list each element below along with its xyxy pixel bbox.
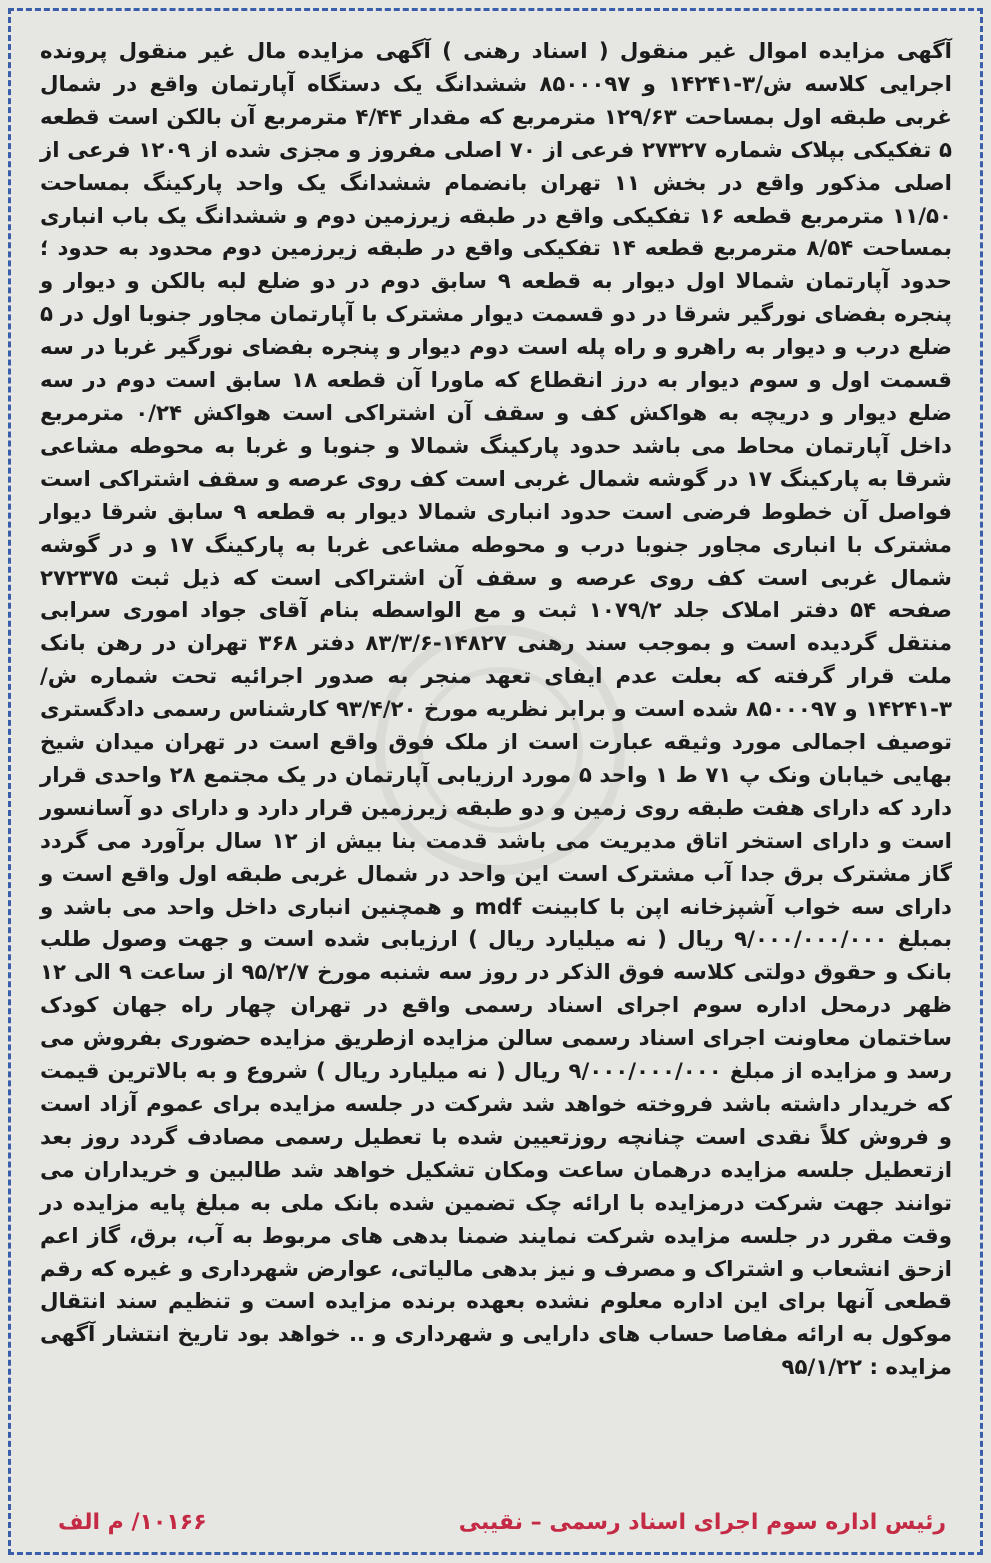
reference-number: ۱۰۱۶۶/ م الف — [58, 1510, 207, 1535]
signature-line: رئیس اداره سوم اجرای اسناد رسمی – نقیبی — [458, 1510, 946, 1535]
notice-footer — [40, 1510, 952, 1550]
auction-notice-text: آگهی مزایده اموال غیر منقول ( اسناد رهنی ) آگهی مزایده مال غیر منقول پرونده اجرایی کلاسه ش/۳-۱۴۲۴۱ و ۸۵۰۰۰۹۷ ششدانگ یک دستگاه آپارتمان واقع در شمال غربی طبقه اول بمساحت ۱۲۹/۶۳ مترمربع که مقدار ۴/۴۴ مترمربع آن بالکن است قطعه ۵ تفکیکی بپلاک شماره ۲۷۳۲۷ فرعی از ۷۰ اصلی مفروز و مجزی شده از ۱۲۰۹ فرعی از اصلی مذکور واقع در بخش ۱۱ تهران بانضمام ششدانگ یک واحد پارکینگ بمساحت ۱۱/۵۰ مترمربع قطعه ۱۶ تفکیکی واقع در طبقه زیرزمین دوم و ششدانگ یک باب انباری بمساحت ۸/۵۴ مترمربع قطعه ۱۴ تفکیکی واقع در طبقه زیرزمین دوم محدود به حدود ؛ حدود آپارتمان شمالا اول دیوار به قطعه ۹ سابق دوم در دو ضلع لبه بالکن و دیوار و پنجره بفضای نورگیر شرقا در دو قسمت دیوار مشترک با آپارتمان مجاور جنوبا اول در ۵ ضلع درب و دیوار به راهرو و راه پله است دوم دیوار و پنجره بفضای نورگیر غربا در سه قسمت اول و سوم دیوار به درز انقطاع که ماورا آن قطعه ۱۸ سابق است دوم در سه ضلع دیوار و دریچه به هواکش کف و سقف آن اشتراکی است هواکش ۰/۲۴ مترمربع داخل آپارتمان محاط می باشد حدود پارکینگ شمالا و جنوبا و غربا به محوطه مشاعی شرقا به پارکینگ ۱۷ در گوشه شمال غربی است کف روی عرصه و سقف اشتراکی است فواصل آن خطوط فرضی است حدود انباری شمالا دیوار به قطعه ۹ سابق شرقا دیوار مشترک با انباری مجاور جنوبا درب و محوطه مشاعی غربا به پارکینگ ۱۷ و در گوشه شمال غربی است کف روی عرصه و سقف آن اشتراکی است که ذیل ثبت ۲۷۲۳۷۵ صفحه ۵۴ دفتر املاک جلد ۱۰۷۹/۲ ثبت و مع الواسطه بنام آقای جواد اموری سرابی منتقل گردیده است و بموجب سند رهنی ۱۴۸۲۷-۸۳/۳/۶ دفتر ۳۶۸ تهران در رهن بانک ملت قرار گرفته که بعلت عدم ایفای تعهد منجر به صدور اجرائیه تحت شماره ش/۳-۱۴۲۴۱ و ۸۵۰۰۰۹۷ شده است و برابر نظریه مورخ ۹۳/۴/۲۰ کارشناس رسمی دادگستری توصیف اجمالی مورد وثیقه عبارت است از ملک فوق واقع است در تهران میدان شیخ بهایی خیابان ونک پ ۷۱ ط ۱ واحد ۵ مورد ارزیابی آپارتمان در یک مجتمع ۲۸ واحدی قرار دارد که دارای هفت طبقه روی زمین و دو طبقه زیرزمین قرار دارد و دارای دو آسانسور است و دارای استخر اتاق مدیریت می باشد قدمت بنا بیش از ۱۲ سال برآورد می گردد گاز مشترک برق جدا آب مشترک است این واحد در شمال غربی طبقه اول واقع است و دارای سه خواب آشپزخانه اپن با کابینت mdf و همچنین انباری داخل واحد می باشد و بمبلغ ۹/۰۰۰/۰۰۰/۰۰۰ ریال ( نه میلیارد ریال ) ارزیابی شده است و جهت وصول طلب بانک و حقوق دولتی کلاسه فوق الذکر در روز سه شنبه مورخ ۹۵/۲/۷ از ساعت ۹ الی ۱۲ ظهر درمحل اداره سوم اجرای اسناد رسمی واقع در تهران چهار راه جهان کودک ساختمان معاونت اجرای اسناد رسمی سالن مزایده ازطریق مزایده حضوری بفروش می رسد و مزایده از مبلغ ۹/۰۰۰/۰۰۰/۰۰۰ ریال ( نه میلیارد ریال ) شروع و به بالاترین قیمت که خریدار داشته باشد فروخته خواهد شد شرکت در جلسه مزایده برای عموم آزاد است و فروش کلاً نقدی است چنانچه روزتعیین شده با تعطیل رسمی مصادف گردد روز بعد ازتعطیل جلسه مزایده درهمان ساعت ومکان تشکیل خواهد شد طالبین و خریداران می توانند جهت شرکت درمزایده با ارائه چک تضمین شده بانک ملی به مبلغ پایه مزایده در وقت مقرر در جلسه مزایده شرکت نمایند ضمنا بدهی های مربوط به آب، برق، گاز اعم ازحق انشعاب و اشتراک و مصرف و نیز بدهی مالیاتی، عوارض شهرداری و غیره که رقم قطعی آنها برای این اداره معلوم نشده بعهده برنده مزایده است و تنظیم سند انتقال موکول به ارائه مفاصا حساب های دارایی و شهرداری و .. خواهد بود تاریخ انتشار آگهی مزایده : ۹۵/۱/۲۲ — [40, 39, 953, 1381]
